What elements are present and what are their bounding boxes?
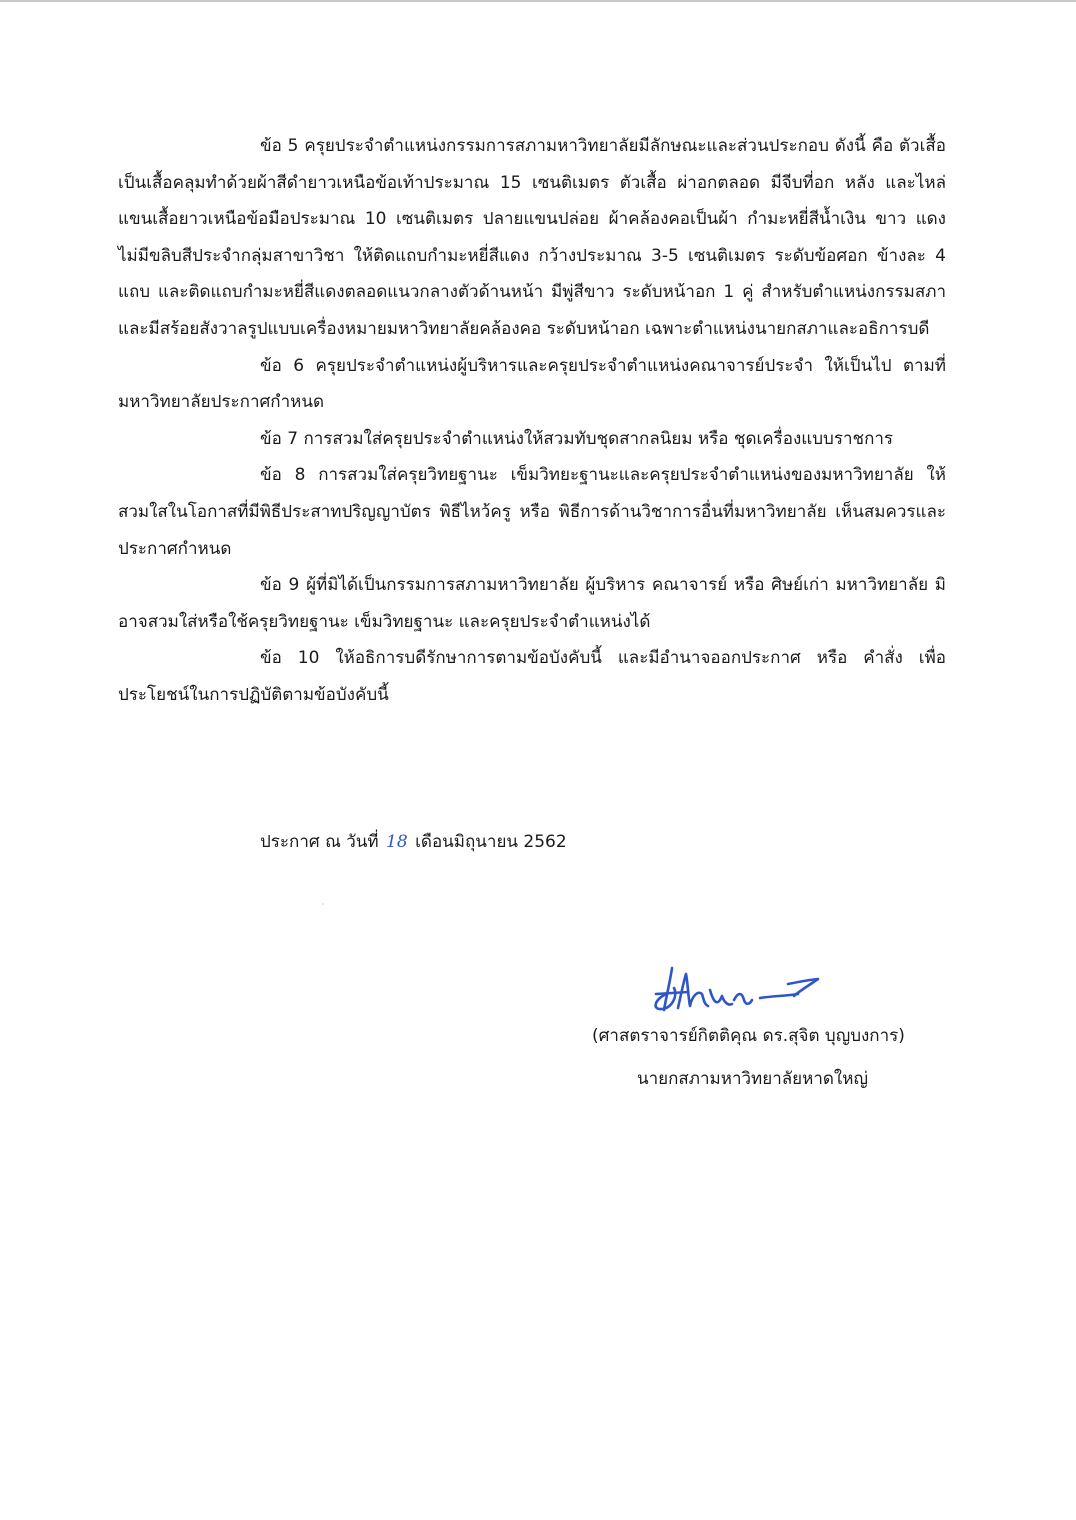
announcement-date (260, 827, 567, 857)
document-body (118, 128, 946, 714)
clause-5: ข้อ 5 ครุยประจำตำแหน่งกรรมการสภามหาวิทยาลัยมีลักษณะและส่วนประกอบ ดังนี้ คือ ตัวเสื้อ เป็นเสื้อคลุมทำด้วยผ้าสีดำยาวเหนือข้อเท้าประมาณ 15 เซนติเมตร ตัวเสื้อ ผ่าอกตลอด มีจีบที่อก หลัง และไหล่ แขนเสื้อยาวเหนือข้อมือประมาณ 10 เซนติเมตร ปลายแขนปล่อย ผ้าคล้องคอเป็นผ้า กำมะหยี่สีน้ำเงิน ขาว แดง ไม่มีขลิบสีประจำกลุ่มสาขาวิชา ให้ติดแถบกำมะหยี่สีแดง กว้างประมาณ 3-5 เซนติเมตร ระดับข้อศอก ข้างละ 4 แถบ และติดแถบกำมะหยี่สีแดงตลอดแนวกลางตัวด้านหน้า มีพู่สีขาว ระดับหน้าอก 1 คู่ สำหรับตำแหน่งกรรมสภา และมีสร้อยสังวาลรูปแบบเครื่องหมายมหาวิทยาลัยคล้องคอ ระดับหน้าอก เฉพาะตำแหน่งนายกสภาและอธิการบดี (118, 136, 946, 339)
announcement-prefix: ประกาศ ณ วันที่ (260, 832, 379, 852)
clause-10: ข้อ 10 ให้อธิการบดีรักษาการตามข้อบังคับนี้ และมีอำนาจออกประกาศ หรือ คำสั่ง เพื่อประโยชน์ในการปฏิบัติตามข้อบังคับนี้ (118, 648, 946, 705)
scan-top-edge (0, 0, 1076, 2)
scan-speck (322, 903, 324, 905)
clause-6: ข้อ 6 ครุยประจำตำแหน่งผู้บริหารและครุยประจำตำแหน่งคณาจารย์ประจำ ให้เป็นไป ตามที่มหาวิทยาลัยประกาศกำหนด (118, 355, 946, 413)
clause-9: ข้อ 9 ผู้ที่มิได้เป็นกรรมการสภามหาวิทยาลัย ผู้บริหาร คณาจารย์ หรือ ศิษย์เก่า มหาวิทยาลัย มิอาจสวมใส่หรือใช้ครุยวิทยฐานะ เข็มวิทยฐานะ และครุยประจำตำแหน่งได้ (118, 575, 946, 632)
handwritten-day: 18 (386, 832, 408, 852)
signer-name: (ศาสตราจารย์กิตติคุณ ดร.สุจิต บุญบงการ) (592, 1026, 905, 1046)
announcement-suffix: เดือนมิถุนายน 2562 (415, 832, 567, 852)
signer-title: นายกสภามหาวิทยาลัยหาดใหญ่ (637, 1069, 868, 1089)
handwritten-signature (648, 960, 828, 1020)
clause-8: ข้อ 8 การสวมใส่ครุยวิทยฐานะ เข็มวิทยะฐานะและครุยประจำตำแหน่งของมหาวิทยาลัย ให้สวมใสในโอกาสที่มีพิธีประสาทปริญญาบัตร พิธีไหว้ครู หรือ พิธีการด้านวิชาการอื่นที่มหาวิทยาลัย เห็นสมควรและประกาศกำหนด (118, 465, 946, 559)
clause-7: ข้อ 7 การสวมใส่ครุยประจำตำแหน่งให้สวมทับชุดสากลนิยม หรือ ชุดเครื่องแบบราชการ (260, 428, 894, 449)
